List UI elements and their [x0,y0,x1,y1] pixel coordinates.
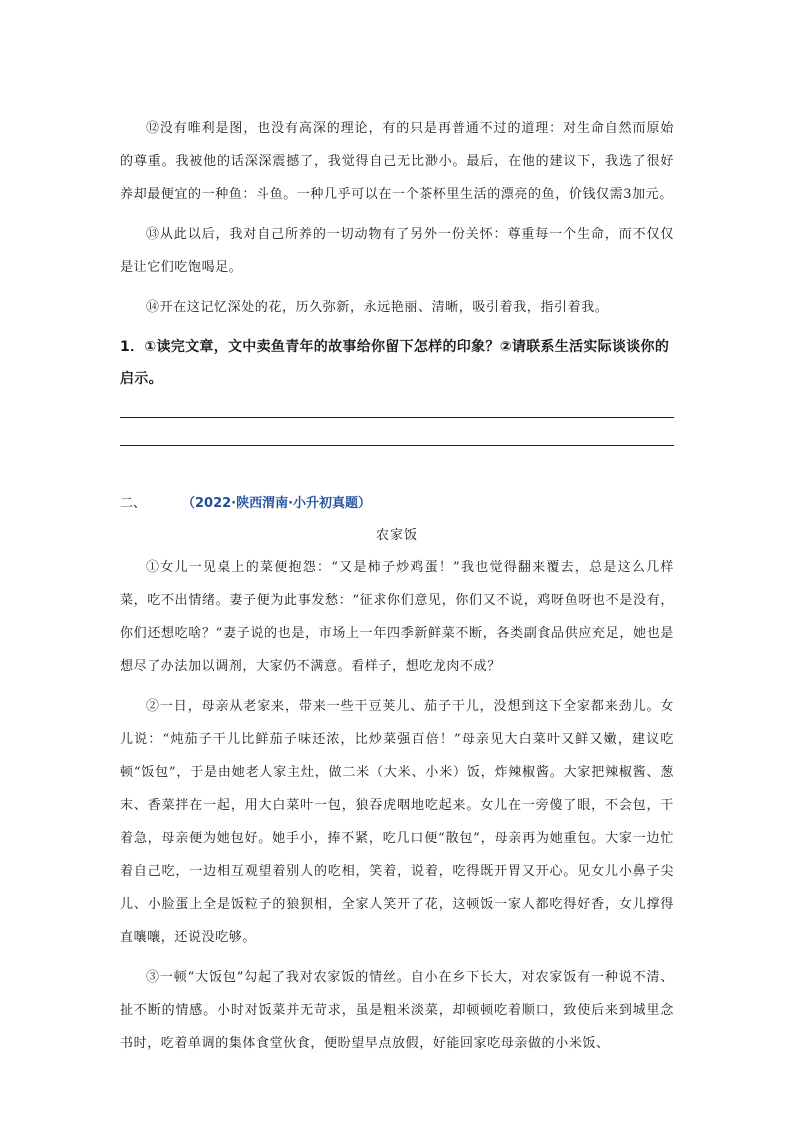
article-paragraph-2: ②一日，母亲从老家来，带来一些干豆荚儿、茄子干儿，没想到这下全家都来劲儿。女儿说：“炖茄子干儿比鲜茄子味还浓，比炒菜强百倍！”母亲见大白菜叶又鲜又嫩，建议吃顿“饭包”，于是由她老人家主灶，做二米（大米、小米）饭，炸辣椒酱。大家把辣椒酱、葱末、香菜拌在一起，用大白菜叶一包，狼吞虎咽地吃起来。女儿在一旁傻了眼，不会包，干着急，母亲便为她包好。她手小，捧不紧，吃几口便“散包”，母亲再为她重包。大家一边忙着自己吃，一边相互观望着别人的吃相，笑着，说着，吃得既开胃又开心。见女儿小鼻子尖儿、小脸蛋上全是饭粒子的狼狈相，全家人笑开了花，这顿饭一家人都吃得好香，女儿撑得直嚷嚷，还说没吃够。 [120,699,674,945]
section-source: （2022·陕西渭南·小升初真题） [182,496,372,511]
answer-line-2[interactable] [120,445,674,446]
article-paragraph-1: ①女儿一见桌上的菜便抱怨：“又是柿子炒鸡蛋！”我也觉得翻来覆去，总是这么几样菜，吃不出情绪。妻子便为此事发愁：“征求你们意见，你们又不说，鸡呀鱼呀也不是没有，你们还想吃啥？”妻子说的也是，市场上一年四季新鲜菜不断，各类副食品供应充足，她也是想尽了办法加以调剂，大家仍不满意。看样子，想吃龙肉不成？ [120,560,674,674]
question-1: 1．①读完文章，文中卖鱼青年的故事给你留下怎样的印象？②请联系生活实际谈谈你的启示。 [120,339,670,387]
paragraph-13: ⑬从此以后，我对自己所养的一切动物有了另外一份关怀：尊重每一个生命，而不仅仅是让它们吃饱喝足。 [120,227,674,275]
paragraph-12: ⑫没有唯利是图，也没有高深的理论，有的只是再普通不过的道理：对生命自然而原始的尊重。我被他的话深深震撼了，我觉得自己无比渺小。最后，在他的建议下，我选了很好养却最便宜的一种鱼：斗鱼。一种几乎可以在一个茶杯里生活的漂亮的鱼，价钱仅需3加元。 [120,121,674,202]
answer-line-1[interactable] [120,417,674,418]
article-title: 农家饭 [375,528,418,543]
section-heading [120,493,674,515]
article-paragraph-3: ③一顿“大饭包”勾起了我对农家饭的情丝。自小在乡下长大，对农家饭有一种说不清、扯不断的情感。小时对饭菜并无苛求，虽是粗米淡菜，却顿顿吃着顺口，致使后来到城里念书时，吃着单调的集体食堂伙食，便盼望早点放假，好能回家吃母亲做的小米饭、 [120,970,674,1051]
paragraph-14: ⑭开在这记忆深处的花，历久弥新，永远艳丽、清晰，吸引着我，指引着我。 [146,300,609,315]
page-content [120,112,674,1067]
section-number: 二、 [120,496,147,511]
